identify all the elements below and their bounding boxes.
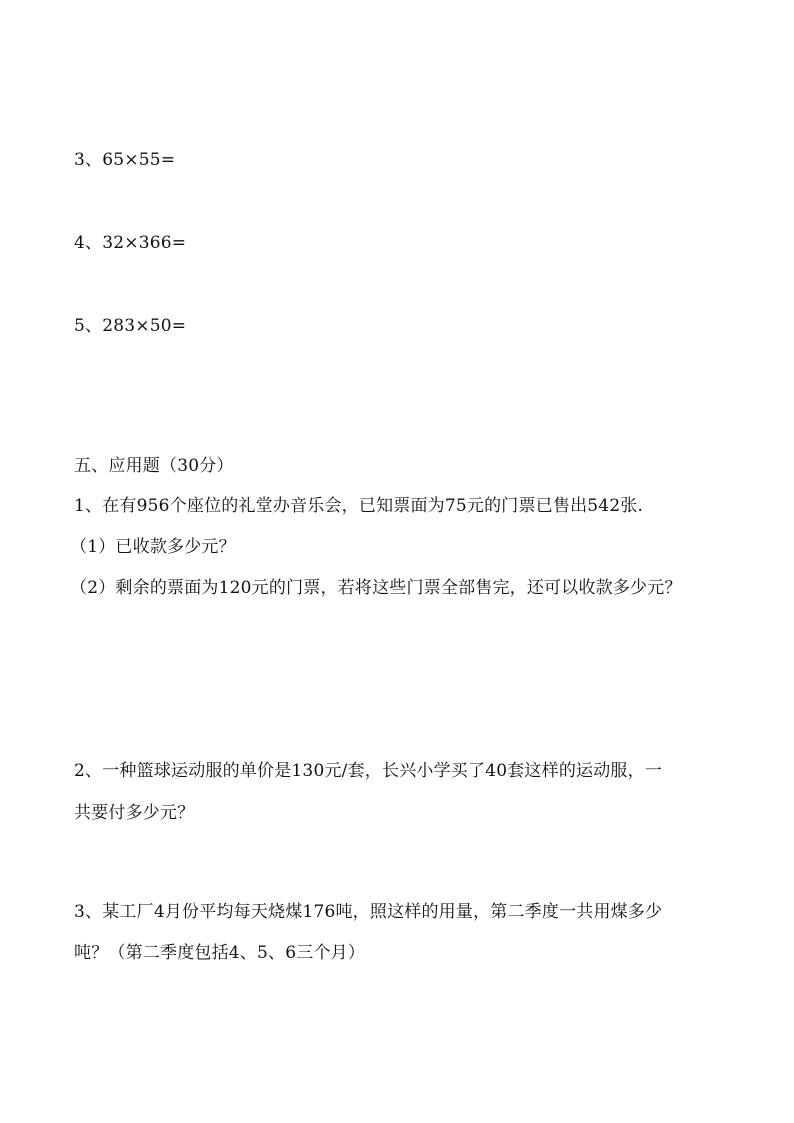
- calc-item-4: 4、32×366=: [74, 233, 187, 253]
- question-2-line-2: 共要付多少元？: [74, 803, 195, 823]
- question-1-part-2: （2）剩余的票面为120元的门票，若将这些门票全部售完，还可以收款多少元？: [70, 578, 682, 598]
- question-3-line-2: 吨？（第二季度包括4、5、6三个月）: [74, 943, 366, 963]
- question-1-part-1: （1）已收款多少元？: [70, 537, 236, 557]
- calc-item-3: 3、65×55=: [74, 150, 176, 170]
- question-1-stem: 1、在有956个座位的礼堂办音乐会，已知票面为75元的门票已售出542张.: [74, 496, 644, 516]
- section-heading: 五、应用题（30分）: [74, 456, 234, 476]
- question-2-line-1: 2、一种篮球运动服的单价是130元/套，长兴小学买了40套这样的运动服，一: [74, 761, 663, 781]
- calc-item-5: 5、283×50=: [74, 316, 187, 336]
- question-3-line-1: 3、某工厂4月份平均每天烧煤176吨，照这样的用量，第二季度一共用煤多少: [74, 902, 663, 922]
